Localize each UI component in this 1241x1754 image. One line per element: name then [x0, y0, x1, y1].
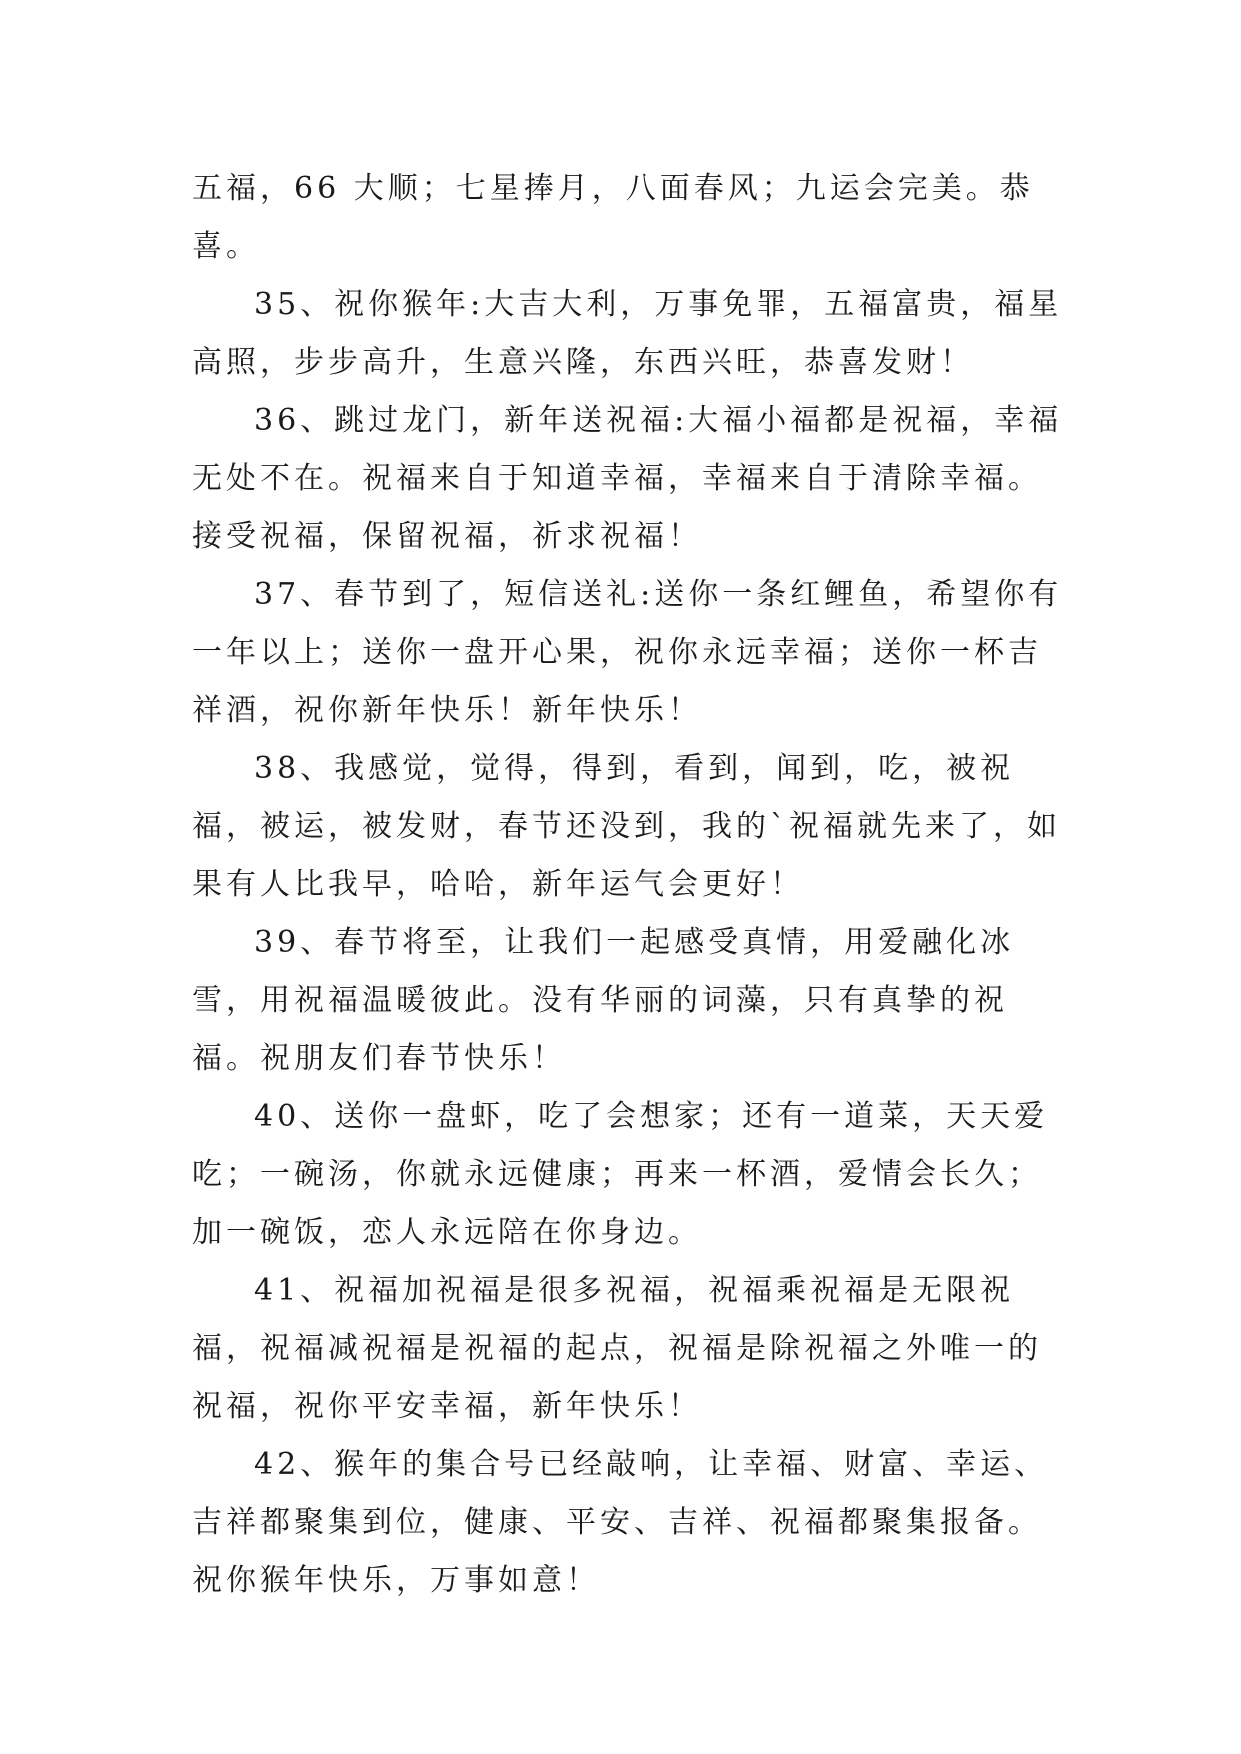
paragraph-41: 41、祝福加祝福是很多祝福，祝福乘祝福是无限祝福，祝福减祝福是祝福的起点，祝福是除祝福之外唯一的祝福，祝你平安幸福，新年快乐！	[192, 1273, 1042, 1424]
paragraph-37: 37、春节到了，短信送礼:送你一条红鲤鱼，希望你有一年以上；送你一盘开心果，祝你永远幸福；送你一杯吉祥酒，祝你新年快乐！新年快乐！	[192, 577, 1063, 728]
paragraph-36: 36、跳过龙门，新年送祝福:大福小福都是祝福，幸福无处不在。祝福来自于知道幸福，幸福来自于清除幸福。接受祝福，保留祝福，祈求祝福！	[192, 403, 1063, 554]
paragraph-35: 35、祝你猴年:大吉大利，万事免罪，五福富贵，福星高照，步步高升，生意兴隆，东西兴旺，恭喜发财！	[192, 287, 1063, 380]
paragraph-40: 40、送你一盘虾，吃了会想家；还有一道菜，天天爱吃；一碗汤，你就永远健康；再来一杯酒，爱情会长久；加一碗饭，恋人永远陪在你身边。	[192, 1099, 1049, 1250]
paragraph-38: 38、我感觉，觉得，得到，看到，闻到，吃，被祝福，被运，被发财，春节还没到，我的`祝福就先来了，如果有人比我早，哈哈，新年运气会更好！	[192, 751, 1061, 902]
paragraph-continuation: 五福，66 大顺；七星捧月，八面春风；九运会完美。恭喜。	[192, 171, 1034, 264]
paragraph-42: 42、猴年的集合号已经敲响，让幸福、财富、幸运、吉祥都聚集到位，健康、平安、吉祥、祝福都聚集报备。祝你猴年快乐，万事如意！	[192, 1447, 1049, 1598]
paragraph-39: 39、春节将至，让我们一起感受真情，用爱融化冰雪，用祝福温暖彼此。没有华丽的词藻，只有真挚的祝福。祝朋友们春节快乐！	[192, 925, 1015, 1076]
document-body	[192, 160, 1072, 1610]
